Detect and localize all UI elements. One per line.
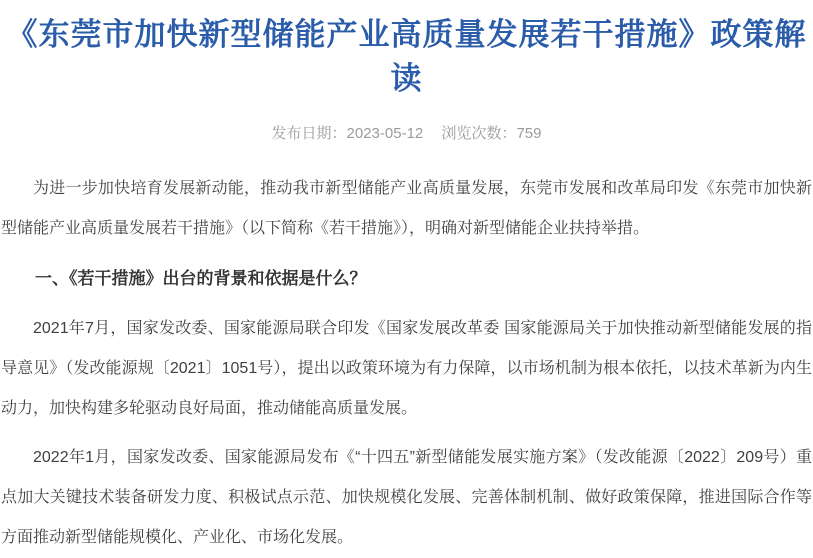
intro-paragraph: 为进一步加快培育发展新动能，推动我市新型储能产业高质量发展，东莞市发展和改革局印发《东莞市加快新型储能产业高质量发展若干措施》（以下简称《若干措施》），明确对新型储能企业扶持举措。 (1, 180, 812, 237)
section1-heading: 一、《若干措施》出台的背景和依据是什么？ (35, 269, 367, 288)
page-title: 《东莞市加快新型储能产业高质量发展若干措施》政策解读 (6, 17, 807, 96)
publish-date: 发布日期：2023-05-12 (271, 125, 424, 142)
article-meta (0, 125, 813, 143)
article-body (0, 169, 813, 558)
section1-paragraph-2: 2022年1月，国家发改委、国家能源局发布《“十四五”新型储能发展实施方案》（发改能源〔2022〕209号）重点加大关键技术装备研发力度、积极试点示范、加快规模化发展、完善体制机制、做好政策保障，推进国际合作等方面推动新型储能规模化、产业化、市场化发展。 (1, 449, 812, 546)
view-count: 浏览次数：759 (441, 125, 542, 142)
section1-paragraph-1: 2021年7月，国家发改委、国家能源局联合印发《国家发展改革委 国家能源局关于加快推动新型储能发展的指导意见》（发改能源规〔2021〕1051号），提出以政策环境为有力保障，以市场机制为根本依托，以技术革新为内生动力，加快构建多轮驱动良好局面，推动储能高质量发展。 (1, 320, 812, 417)
